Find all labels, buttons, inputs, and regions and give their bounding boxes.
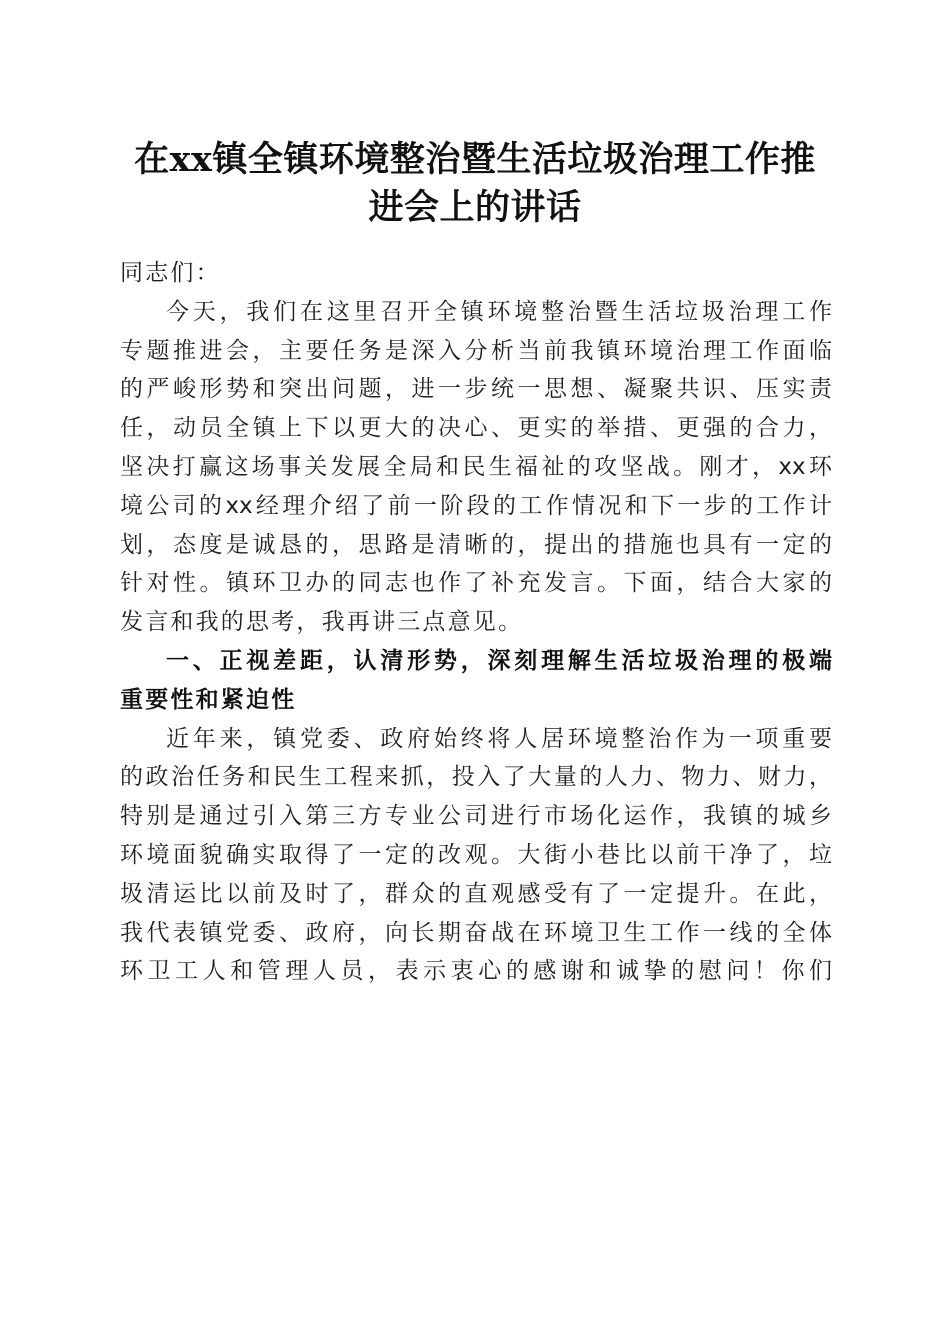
paragraph-line: 特别是通过引入第三方专业公司进行市场化运作，我镇的城乡 — [120, 803, 832, 830]
paragraph-line: 环境面貌确实取得了一定的改观。大街小巷比以前干净了，垃 — [120, 841, 832, 868]
paragraph-section-1 — [120, 720, 832, 992]
document-title — [100, 136, 850, 232]
paragraph-line: 坚决打赢这场事关发展全局和民生福祉的攻坚战。刚才，xx环 — [120, 453, 832, 480]
paragraph-line: 划，态度是诚恳的，思路是清晰的，提出的措施也具有一定的 — [120, 531, 832, 558]
paragraph-line: 境公司的xx经理介绍了前一阶段的工作情况和下一步的工作计 — [120, 492, 832, 519]
paragraph-line: 的政治任务和民生工程来抓，投入了大量的人力、物力、财力， — [120, 764, 832, 791]
paragraph-line: 今天，我们在这里召开全镇环境整治暨生活垃圾治理工作 — [166, 298, 832, 325]
paragraph-opening — [120, 293, 832, 642]
title-line-2: 进会上的讲话 — [368, 187, 582, 228]
paragraph-line: 专题推进会，主要任务是深入分析当前我镇环境治理工作面临 — [120, 337, 832, 364]
paragraph-line: 近年来，镇党委、政府始终将人居环境整治作为一项重要 — [166, 725, 832, 752]
salutation: 同志们： — [120, 260, 221, 286]
paragraph-line: 的严峻形势和突出问题，进一步统一思想、凝聚共识、压实责 — [120, 376, 832, 403]
paragraph-line: 圾清运比以前及时了，群众的直观感受有了一定提升。在此， — [120, 880, 832, 907]
paragraph-line: 发言和我的思考，我再讲三点意见。 — [120, 609, 524, 636]
paragraph-line: 环卫工人和管理人员，表示衷心的感谢和诚挚的慰问！你们 — [120, 958, 832, 985]
section-heading-1 — [120, 642, 832, 720]
paragraph-line: 我代表镇党委、政府，向长期奋战在环境卫生工作一线的全体 — [120, 919, 832, 946]
heading-line: 重要性和紧迫性 — [120, 686, 297, 713]
heading-line: 一、正视差距，认清形势，深刻理解生活垃圾治理的极端 — [166, 647, 832, 674]
paragraph-line: 任，动员全镇上下以更大的决心、更实的举措、更强的合力， — [120, 415, 832, 442]
title-line-1: 在xx镇全镇环境整治暨生活垃圾治理工作推 — [134, 139, 816, 180]
paragraph-line: 针对性。镇环卫办的同志也作了补充发言。下面，结合大家的 — [120, 570, 832, 597]
document-body — [120, 254, 832, 991]
